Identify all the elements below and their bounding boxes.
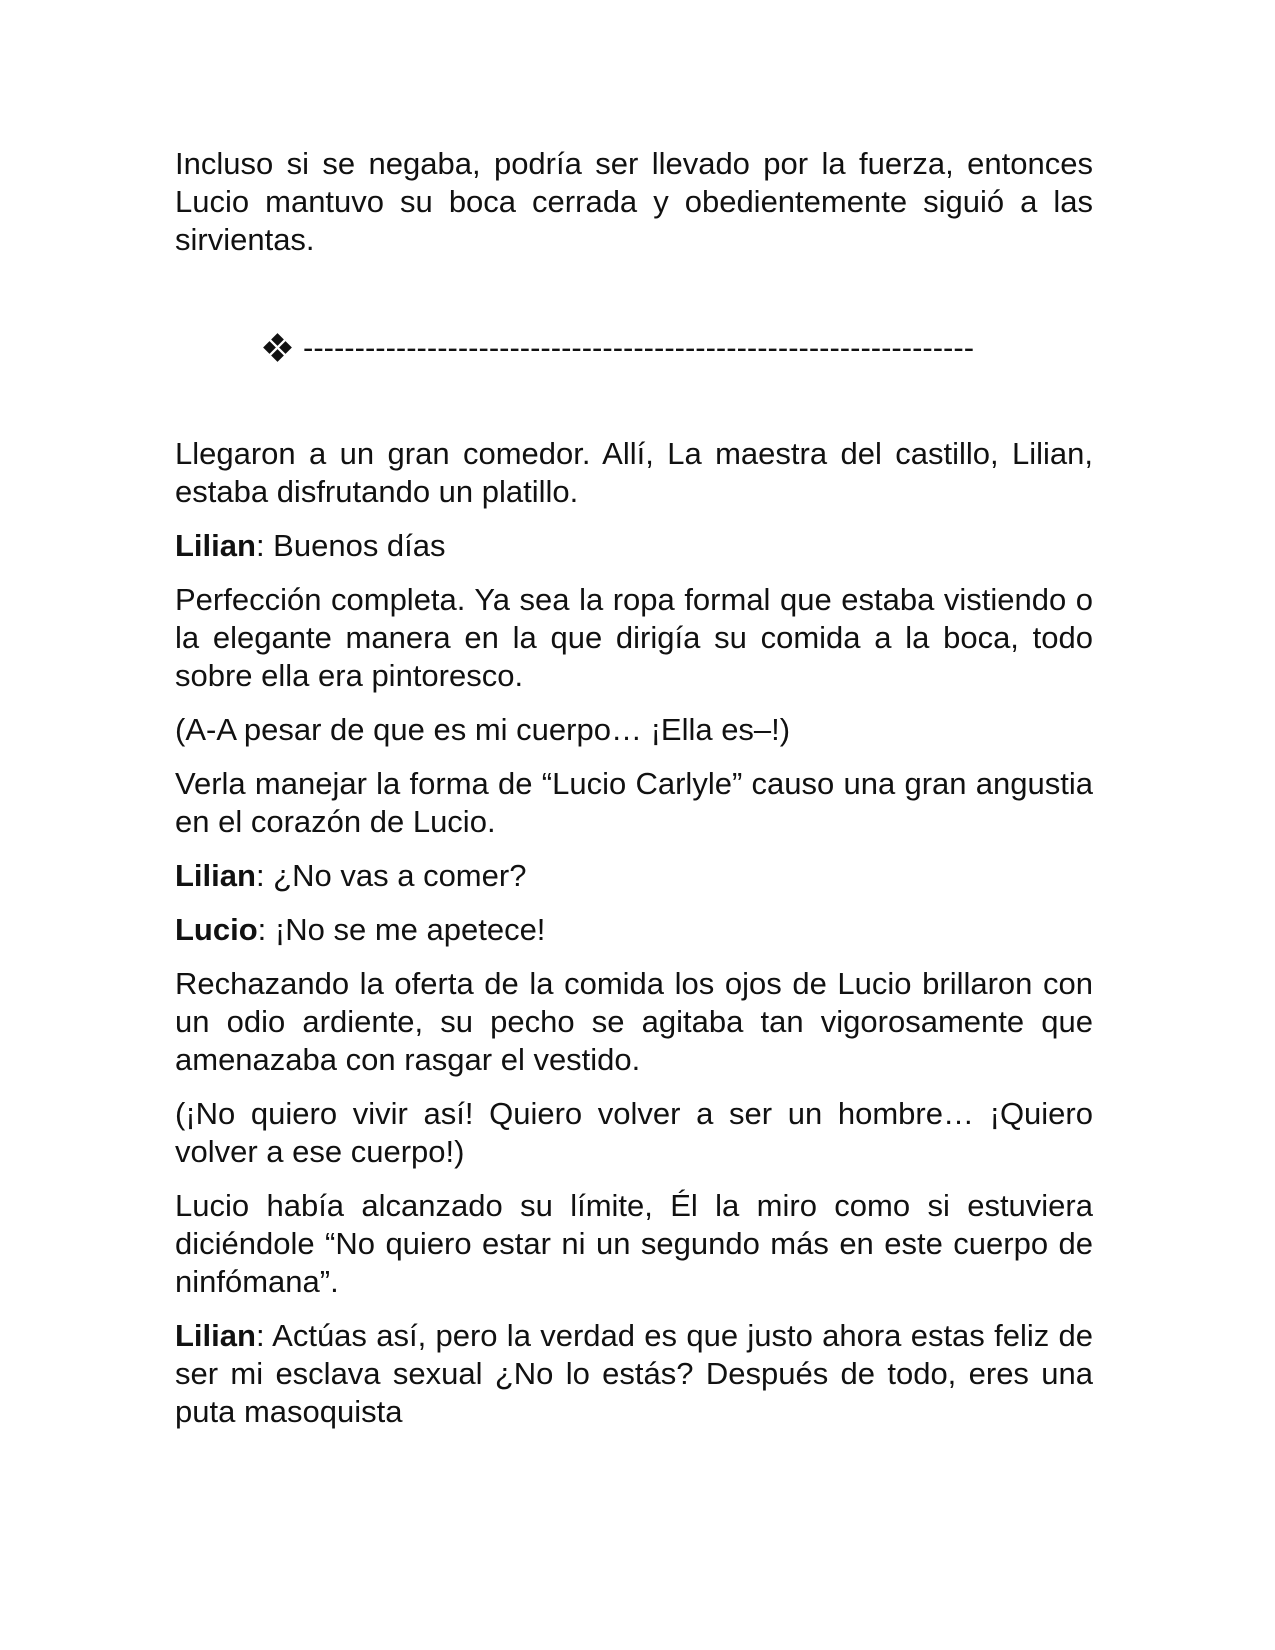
paragraph-narration: Rechazando la oferta de la comida los ojos de Lucio brillaron con un odio ardiente, su pecho se agitaba tan vigorosamente que amenazaba con rasgar el vestido. [175,966,1093,1077]
dialogue-line [175,1317,1093,1431]
speaker-name: Lucio [175,912,258,947]
four-diamond-ornament-icon [265,335,291,361]
paragraph-narration: Llegaron a un gran comedor. Allí, La maestra del castillo, Lilian, estaba disfrutando un platillo. [175,436,1093,509]
dialogue-text: : Buenos días [255,528,446,563]
paragraph-narration: Perfección completa. Ya sea la ropa formal que estaba vistiendo o la elegante manera en la que dirigía su comida a la boca, todo sobre ella era pintoresco. [175,582,1093,693]
separator-dashes: ----------------------------------------------------------------- [303,330,975,365]
paragraph-narration: Lucio había alcanzado su límite, Él la miro como si estuviera diciéndole “No quiero estar ni un segundo más en este cuerpo de ninfómana”. [175,1188,1093,1299]
paragraph-thought: (¡No quiero vivir así! Quiero volver a ser un hombre… ¡Quiero volver a ese cuerpo!) [175,1096,1093,1169]
dialogue-line [175,911,1093,949]
paragraph-thought: (A-A pesar de que es mi cuerpo… ¡Ella es–!) [175,712,791,747]
dialogue-text: : ¿No vas a comer? [255,858,527,893]
dialogue-text: : ¡No se me apetece! [257,912,546,947]
paragraph-narration: Verla manejar la forma de “Lucio Carlyle” causo una gran angustia en el corazón de Lucio. [175,766,1093,839]
speaker-name: Lilian [175,858,256,893]
dialogue-text: : Actúas así, pero la verdad es que justo ahora estas feliz de ser mi esclava sexual ¿No lo estás? Después de todo, eres una puta masoquista [175,1318,1093,1429]
speaker-name: Lilian [175,528,256,563]
dialogue-line [175,857,1093,895]
dialogue-line [175,527,1093,565]
document-page [175,145,1093,1431]
scene-separator [175,329,1093,367]
speaker-name: Lilian [175,1318,256,1353]
paragraph-intro: Incluso si se negaba, podría ser llevado por la fuerza, entonces Lucio mantuvo su boca cerrada y obedientemente siguió a las sirvientas. [175,146,1093,257]
